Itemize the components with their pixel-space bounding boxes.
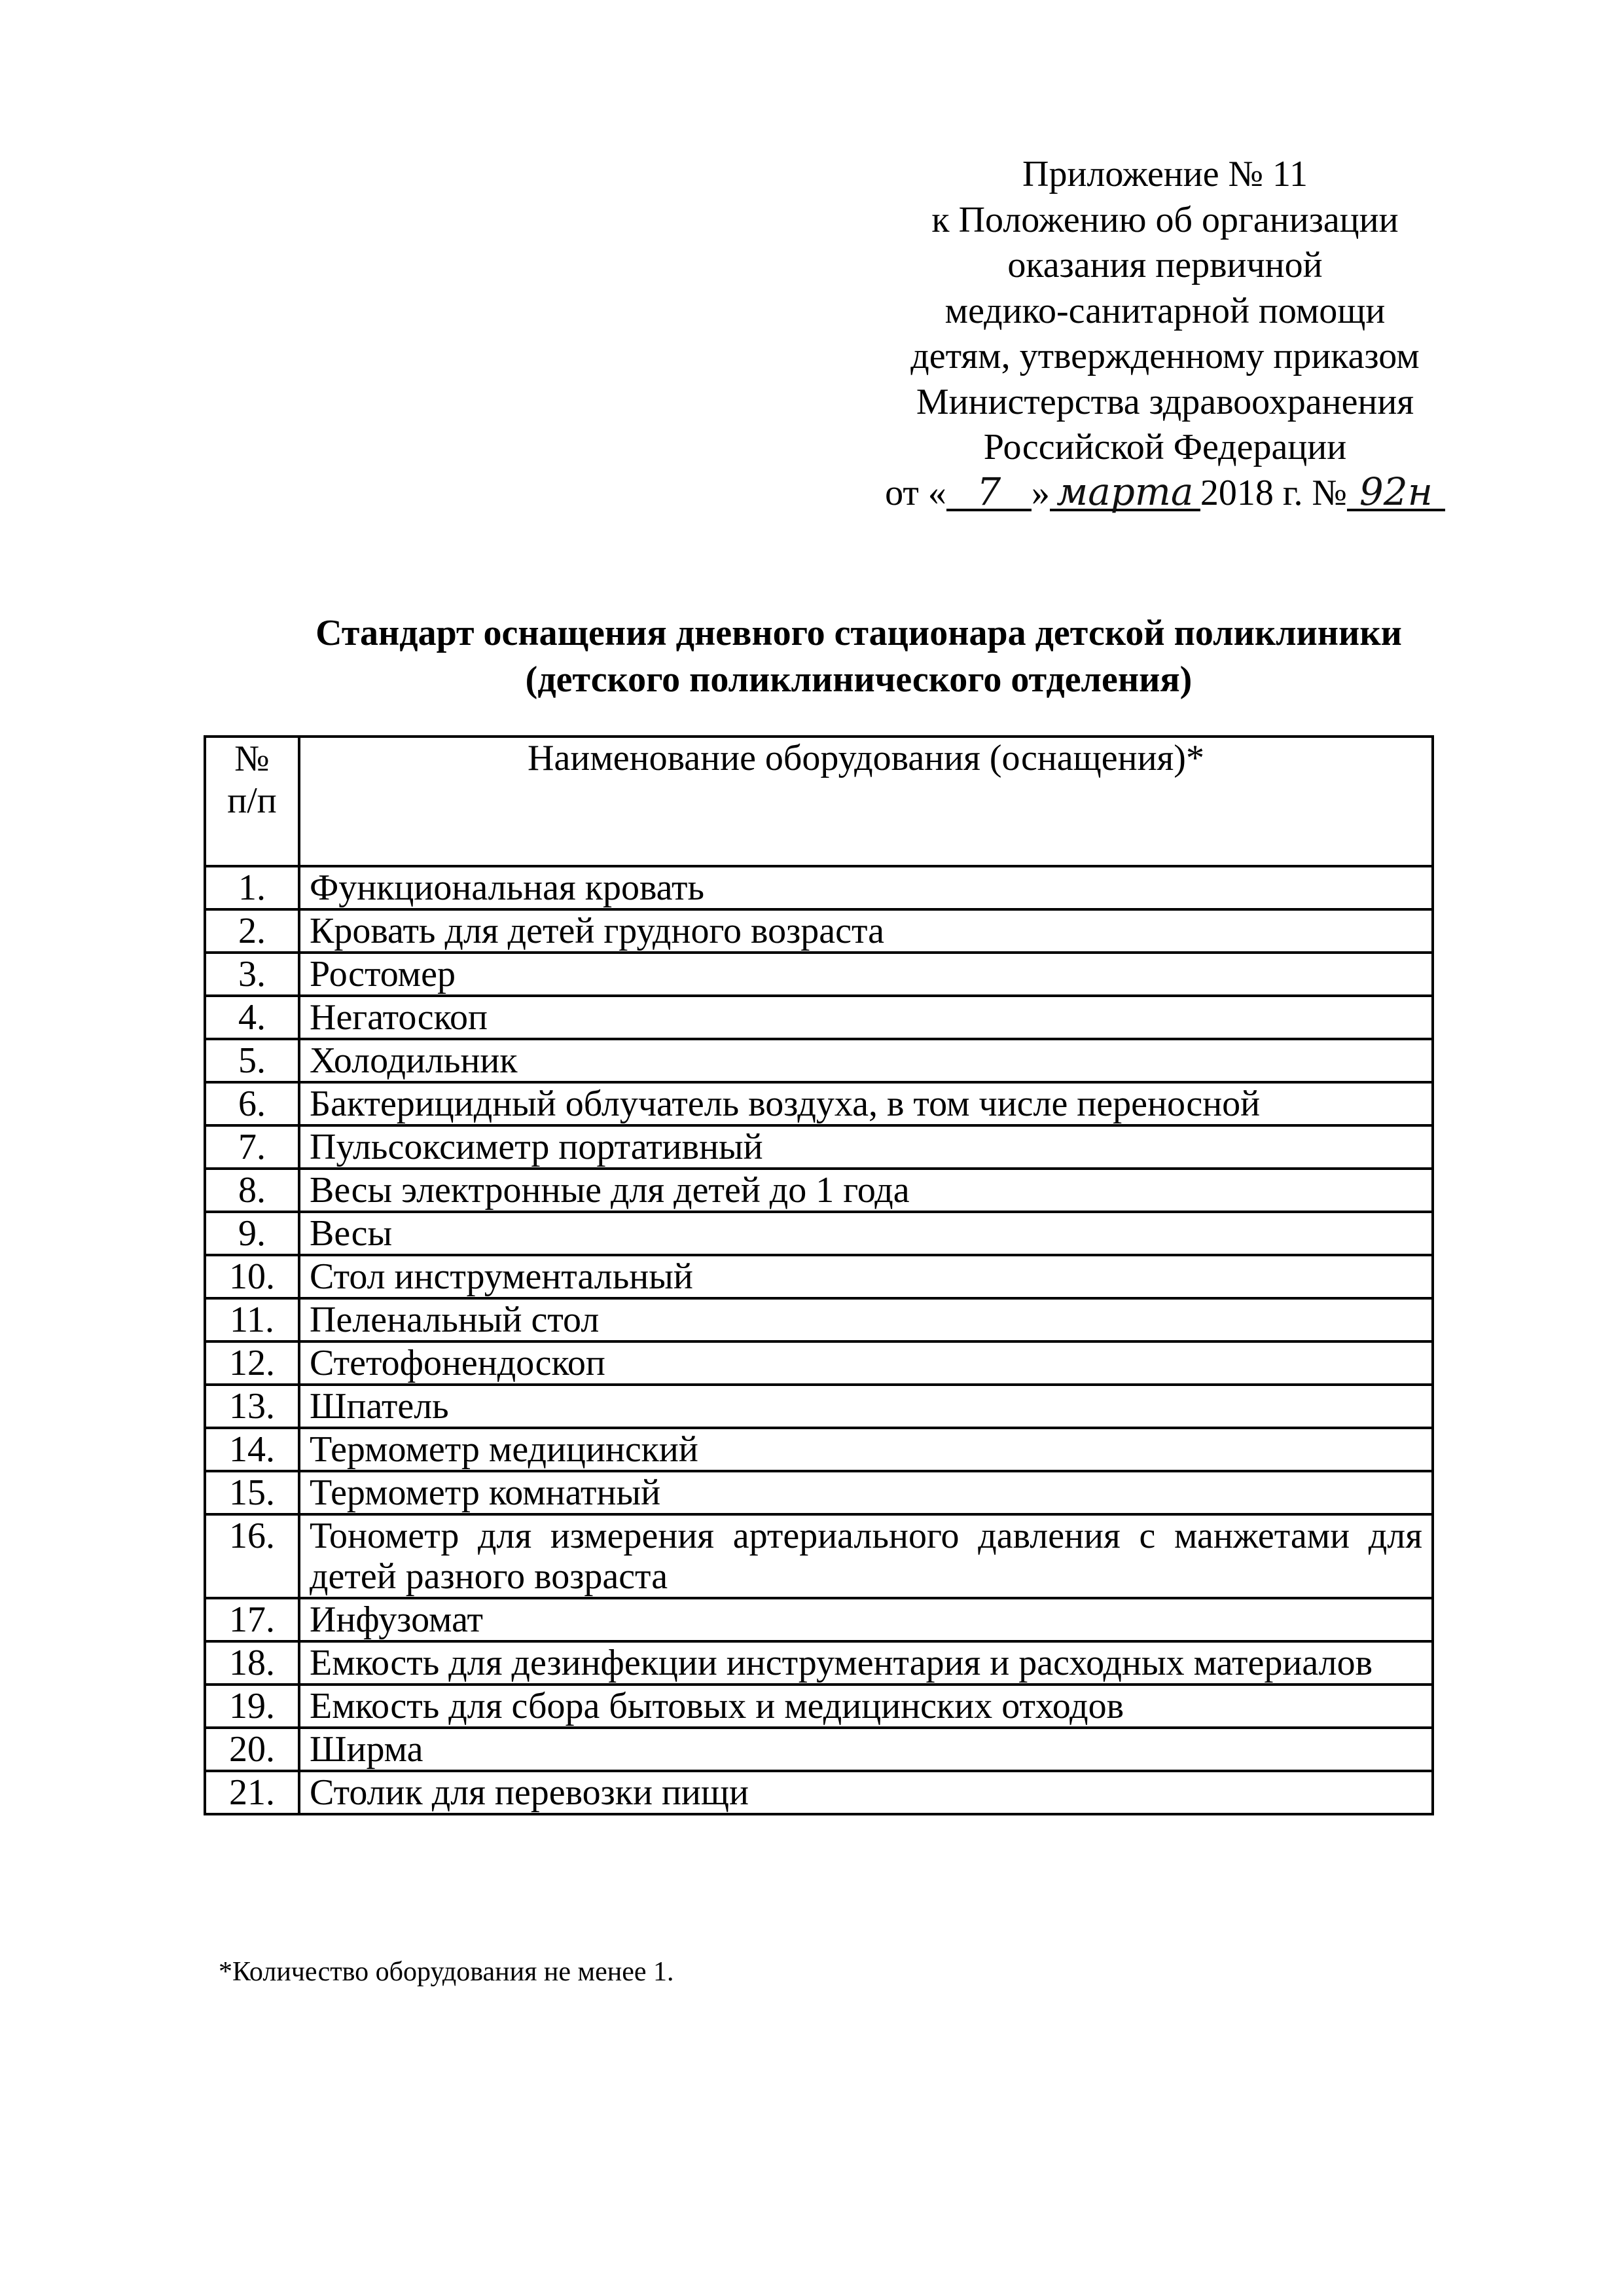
row-number: 5.	[205, 1039, 299, 1082]
equipment-name: Термометр медицинский	[299, 1428, 1433, 1471]
table-row	[205, 1255, 1433, 1298]
row-number: 3.	[205, 953, 299, 996]
equipment-name: Стол инструментальный	[299, 1255, 1433, 1298]
table-row	[205, 1771, 1433, 1814]
pp-label: п/п	[227, 780, 277, 821]
row-number: 15.	[205, 1471, 299, 1514]
document-title	[196, 610, 1521, 703]
table-row	[205, 1125, 1433, 1169]
equipment-name: Емкость для сбора бытовых и медицинских отходов	[299, 1685, 1433, 1728]
equipment-name: Ширма	[299, 1728, 1433, 1771]
equipment-name: Пеленальный стол	[299, 1298, 1433, 1341]
equipment-name: Весы электронные для детей до 1 года	[299, 1169, 1433, 1212]
table-row	[205, 866, 1433, 909]
header-line: к Положению об организации	[931, 199, 1399, 240]
equipment-name: Тонометр для измерения артериального давления с манжетами для детей разного возраста	[299, 1514, 1433, 1598]
table-row	[205, 1728, 1433, 1771]
header-line: детям, утвержденному приказом	[910, 336, 1420, 376]
equipment-name: Стетофонендоскоп	[299, 1341, 1433, 1385]
row-number: 7.	[205, 1125, 299, 1169]
table-row	[205, 909, 1433, 953]
table-row	[205, 1298, 1433, 1341]
equipment-name: Инфузомат	[299, 1598, 1433, 1641]
order-year: 2018 г.	[1200, 472, 1303, 513]
row-number: 2.	[205, 909, 299, 953]
number-sign: №	[1312, 472, 1347, 513]
quote-close: »	[1031, 472, 1050, 513]
equipment-name: Кровать для детей грудного возраста	[299, 909, 1433, 953]
order-date-line	[844, 471, 1486, 517]
handwritten-day: 7	[946, 475, 1032, 511]
header-line: оказания первичной	[1007, 245, 1323, 285]
date-prefix: от «	[885, 472, 946, 513]
equipment-name: Ростомер	[299, 953, 1433, 996]
equipment-name: Столик для перевозки пищи	[299, 1771, 1433, 1814]
header-line: медико-санитарной помощи	[944, 290, 1386, 331]
table-row	[205, 1514, 1433, 1598]
equipment-name: Емкость для дезинфекции инструментария и расходных материалов	[299, 1641, 1433, 1685]
header-line: Российской Федерации	[983, 427, 1347, 467]
row-number: 18.	[205, 1641, 299, 1685]
row-number: 21.	[205, 1771, 299, 1814]
table-header-row	[205, 737, 1433, 866]
row-number: 16.	[205, 1514, 299, 1598]
handwritten-month: марта	[1050, 475, 1200, 511]
equipment-table	[204, 735, 1434, 1815]
row-number: 17.	[205, 1598, 299, 1641]
row-number: 12.	[205, 1341, 299, 1385]
handwritten-order-number: 92н	[1347, 475, 1445, 511]
row-number: 6.	[205, 1082, 299, 1125]
footnote: *Количество оборудования не менее 1.	[219, 1957, 674, 1987]
equipment-name: Холодильник	[299, 1039, 1433, 1082]
table-row	[205, 1082, 1433, 1125]
table-row	[205, 1641, 1433, 1685]
table-row	[205, 953, 1433, 996]
row-number: 20.	[205, 1728, 299, 1771]
row-number: 8.	[205, 1169, 299, 1212]
row-number: 9.	[205, 1212, 299, 1255]
row-number: 4.	[205, 996, 299, 1039]
appendix-header	[844, 152, 1486, 516]
table-row	[205, 1385, 1433, 1428]
row-number: 19.	[205, 1685, 299, 1728]
equipment-name: Функциональная кровать	[299, 866, 1433, 909]
header-line: Министерства здравоохранения	[916, 381, 1414, 422]
title-line-1: Стандарт оснащения дневного стационара детской поликлиники	[315, 613, 1402, 653]
row-number: 1.	[205, 866, 299, 909]
table-row	[205, 996, 1433, 1039]
equipment-name: Термометр комнатный	[299, 1471, 1433, 1514]
row-number: 10.	[205, 1255, 299, 1298]
header-num-cell	[205, 737, 299, 866]
equipment-name: Пульсоксиметр портативный	[299, 1125, 1433, 1169]
table-row	[205, 1471, 1433, 1514]
table-row	[205, 1039, 1433, 1082]
header-line: Приложение № 11	[1022, 154, 1308, 194]
equipment-name: Весы	[299, 1212, 1433, 1255]
equipment-name: Шпатель	[299, 1385, 1433, 1428]
table-row	[205, 1598, 1433, 1641]
table-row	[205, 1428, 1433, 1471]
row-number: 11.	[205, 1298, 299, 1341]
table-row	[205, 1685, 1433, 1728]
num-label: №	[234, 738, 270, 779]
table-row	[205, 1341, 1433, 1385]
equipment-name: Негатоскоп	[299, 996, 1433, 1039]
equipment-name: Бактерицидный облучатель воздуха, в том числе переносной	[299, 1082, 1433, 1125]
table-row	[205, 1212, 1433, 1255]
table-row	[205, 1169, 1433, 1212]
header-name-cell: Наименование оборудования (оснащения)*	[299, 737, 1433, 866]
title-line-2: (детского поликлинического отделения)	[525, 659, 1193, 700]
row-number: 13.	[205, 1385, 299, 1428]
row-number: 14.	[205, 1428, 299, 1471]
